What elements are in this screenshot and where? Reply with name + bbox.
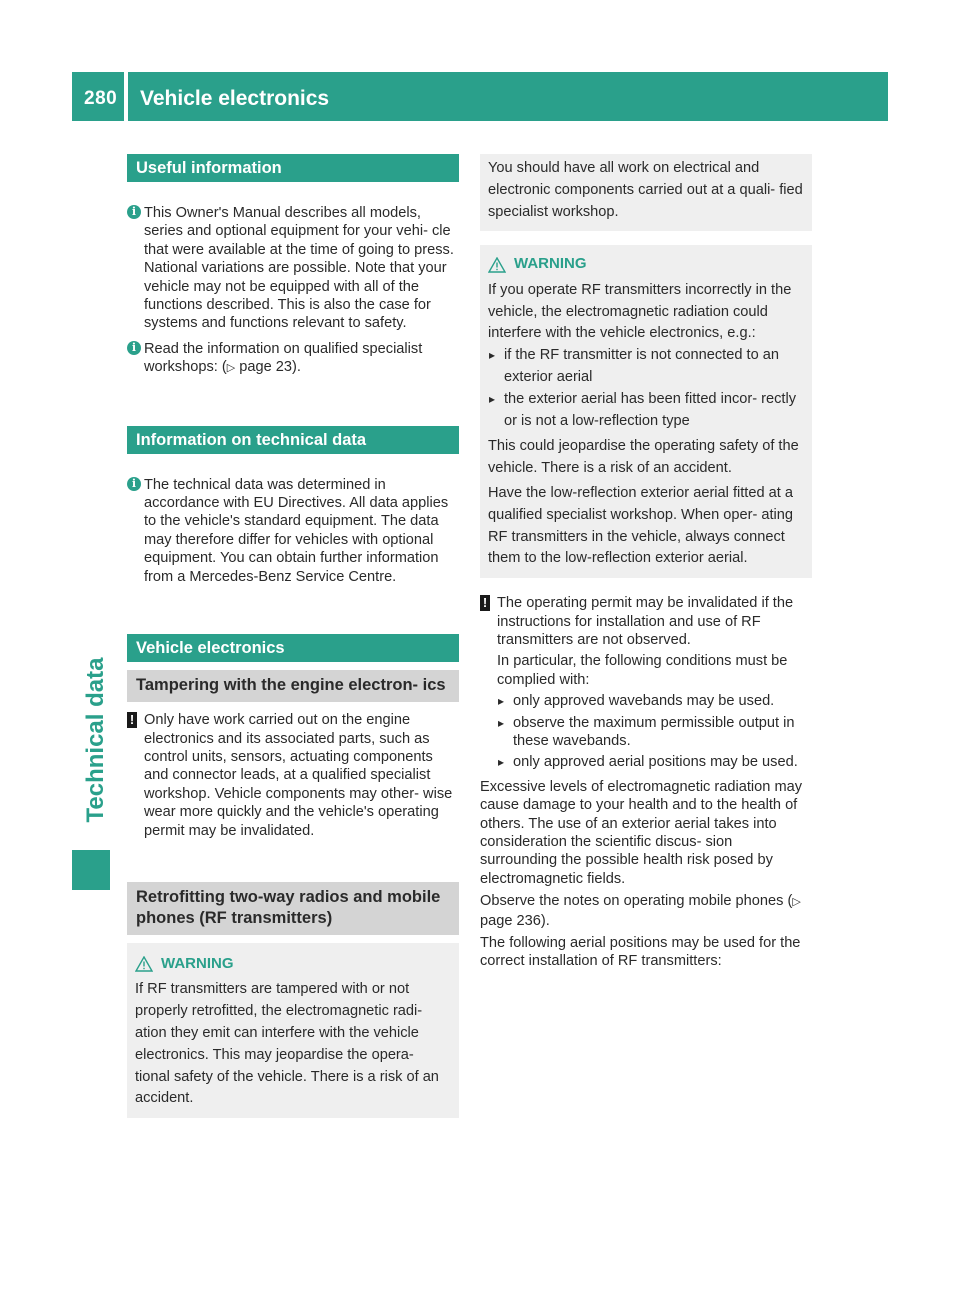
warning-title [488, 255, 804, 273]
paragraph-text: Observe the notes on operating mobile phones ( [480, 893, 793, 910]
info-note-text: This Owner's Manual describes all models, series and optional equipment for your vehi- cle that were available at the time of going to press. National variations are possible. Note that your vehicle may not be equipped with all of the functions described. This is also the case for systems and functions relevant to safety. [144, 205, 454, 332]
notice-text: Only have work carried out on the engine electronics and its associated parts, such as control units, sensors, actuating components and connector leads, at a qualified specialist workshop. Vehicle components may other- wise wear more quickly and the vehicle's operating permit may be invalidated. [144, 712, 453, 839]
page-reference-link[interactable]: page 236). [480, 912, 550, 929]
warning-paragraph: Have the low-reflection exterior aerial fitted at a qualified specialist workshop. When oper- ating RF transmitters in the vehicle, always connect them to the low-reflection exterior aerial. [488, 484, 794, 567]
info-note-owners-manual [127, 204, 459, 333]
notice-tampering [127, 711, 459, 840]
warning-triangle-icon [488, 257, 506, 273]
warning-box-retrofitting [127, 943, 459, 1118]
section-heading-vehicle-electronics: Vehicle electronics [127, 634, 459, 662]
notice-text: The operating permit may be invalidated if the instructions for installation and use of RF transmitters are not observed. [497, 595, 794, 648]
paragraph-aerial-positions: The following aerial positions may be used for the correct installation of RF transmitters: [480, 935, 801, 970]
info-note-workshops [127, 340, 459, 378]
list-item: ▸ observe the maximum permissible output in these wavebands. [497, 714, 812, 751]
section-heading-useful-information: Useful information [127, 154, 459, 182]
page-title: Vehicle electronics [140, 87, 330, 110]
warning-box-rf-transmitters [480, 245, 812, 578]
header-divider [124, 72, 128, 121]
info-icon: i [127, 205, 141, 219]
info-icon: i [127, 477, 141, 491]
subheading-retrofitting: Retrofitting two-way radios and mobile phones (RF transmitters) [127, 882, 459, 935]
side-section-label [78, 640, 114, 840]
list-item: ▸ if the RF transmitter is not connected to an exterior aerial [488, 345, 804, 389]
list-item: ▸ only approved wavebands may be used. [497, 692, 812, 710]
page-number: 280 [84, 88, 118, 109]
info-box-text: You should have all work on electrical and electronic components carried out at a quali- fied specialist workshop. [488, 160, 803, 220]
warning-text: If RF transmitters are tampered with or not properly retrofitted, the electromagnetic radi- ation they emit can interfere with the vehicle electronics. This may jeopardise the opera- tional safety of the vehicle. There is a risk of an accident. [135, 981, 439, 1107]
left-column [127, 154, 459, 1118]
triangle-right-icon: ▷ [792, 896, 801, 909]
exclamation-icon: ! [127, 712, 137, 728]
page-reference-link[interactable]: page 23). [235, 359, 301, 376]
warning-title-text: WARNING [514, 255, 587, 273]
notice-text: In particular, the following conditions must be complied with: [497, 653, 788, 688]
warning-title-text: WARNING [161, 954, 234, 972]
info-note-text: Read the information on qualified specialist workshops: ( [144, 340, 423, 376]
right-column [480, 154, 812, 971]
notice-operating-permit [480, 594, 812, 772]
notice-bullet-list [497, 692, 812, 772]
paragraph-excessive-radiation: Excessive levels of electromagnetic radiation may cause damage to your health and to the health of others. The use of an exterior aerial takes into consideration the scientific discus- sion surrounding the possible health risk posed by electromagnetic fields. [480, 778, 803, 887]
subheading-tampering: Tampering with the engine electron- ics [127, 670, 459, 702]
info-box-specialist-workshop [480, 154, 812, 231]
list-item: ▸ the exterior aerial has been fitted incor- rectly or is not a low-reflection type [488, 389, 804, 433]
list-item: ▸ only approved aerial positions may be used. [497, 753, 812, 771]
exclamation-icon: ! [480, 595, 490, 611]
info-note-text: The technical data was determined in accordance with EU Directives. All data applies to the vehicle's standard equipment. The data may therefore differ for vehicles with optional equipment. You can obtain further information from a Mercedes-Benz Service Centre. [144, 476, 449, 585]
section-heading-technical-data: Information on technical data [127, 426, 459, 454]
paragraph-observe-notes [480, 892, 812, 930]
warning-triangle-icon [135, 956, 153, 972]
info-icon: i [127, 341, 141, 355]
info-note-technical-data [127, 476, 459, 586]
warning-title [135, 955, 451, 973]
side-tab-block [72, 850, 110, 890]
warning-bullet-list [488, 345, 804, 432]
triangle-right-icon: ▷ [226, 362, 236, 375]
warning-intro: If you operate RF transmitters incorrectly in the vehicle, the electromagnetic radiation could interfere with the vehicle electronics, e.g.: [488, 281, 792, 342]
warning-paragraph: This could jeopardise the operating safety of the vehicle. There is a risk of an accident. [488, 438, 799, 477]
side-section-label-text: Technical data [82, 657, 109, 823]
